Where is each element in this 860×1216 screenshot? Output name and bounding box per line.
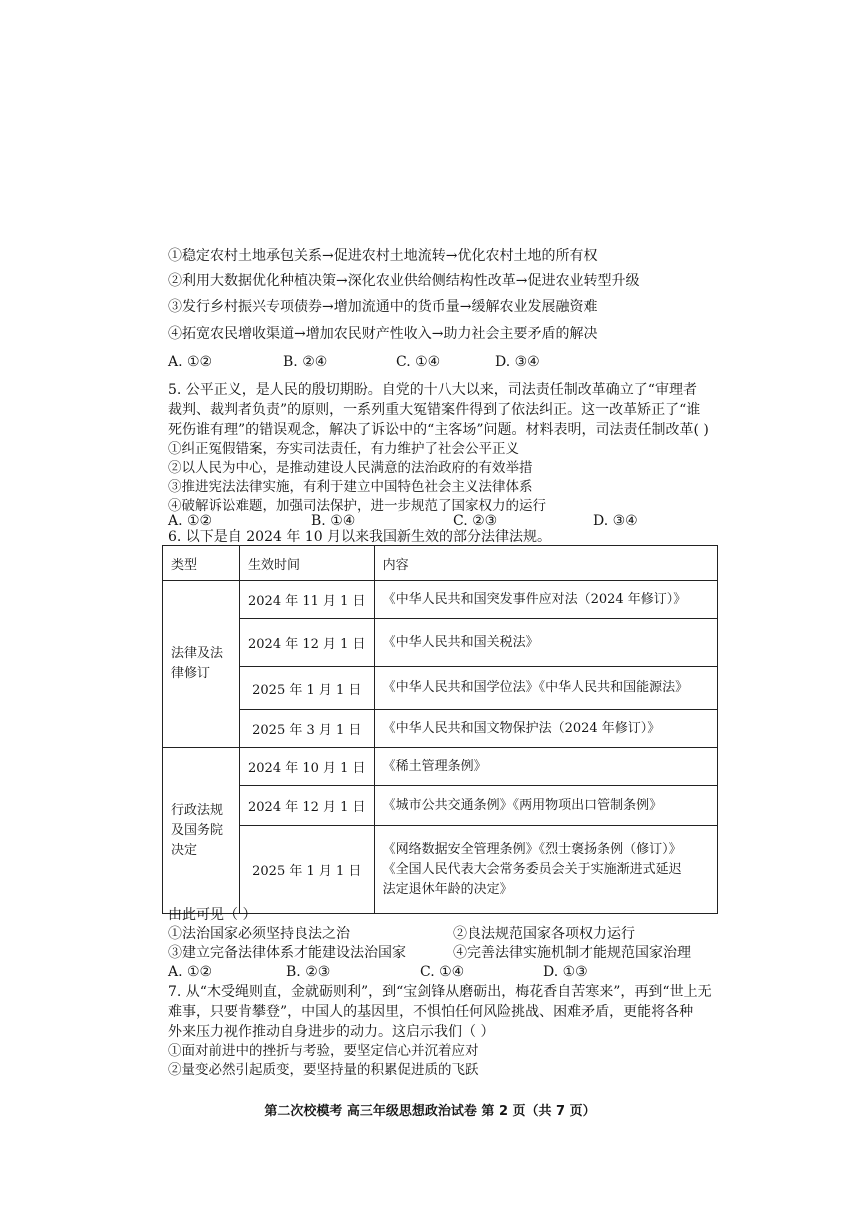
date-cell: 2024 年 12 月 1 日 [240, 619, 375, 667]
q5-statement-4: ④破解诉讼难题，加强司法保护，进一步规范了国家权力的运行 [168, 498, 546, 514]
q5-stem-line-3: 死伤谁有理”的错误观念，解决了诉讼中的“主客场”问题。材料表明，司法责任制改革( ) [168, 422, 709, 438]
q6-statement-2: ②良法规范国家各项权力运行 [453, 926, 635, 942]
content-cell: 《中华人民共和国学位法》《中华人民共和国能源法》 [374, 667, 717, 710]
q4-statement-2: ②利用大数据优化种植决策→深化农业供给侧结构性改革→促进农业转型升级 [168, 273, 640, 289]
type-laws: 法律及法律修订 [163, 581, 240, 748]
table-row [163, 786, 718, 826]
q5-statement-3: ③推进宪法法律实施，有利于建立中国特色社会主义法律体系 [168, 479, 533, 495]
table-row [163, 748, 718, 786]
content-cell: 《稀土管理条例》 [374, 748, 717, 786]
content-cell: 《中华人民共和国突发事件应对法（2024 年修订）》 [374, 581, 717, 619]
date-cell: 2025 年 3 月 1 日 [240, 710, 375, 748]
q4-statement-3: ③发行乡村振兴专项债券→增加流通中的货币量→缓解农业发展融资难 [168, 299, 598, 315]
date-cell: 2025 年 1 月 1 日 [240, 826, 375, 914]
page-footer: 第二次校模考 高三年级思想政治试卷 第 2 页（共 7 页） [264, 1104, 596, 1119]
q6-statement-3: ③建立完备法律体系才能建设法治国家 [168, 945, 406, 961]
q4-option-d: D. ③④ [495, 354, 540, 370]
q7-stem-line-1: 7. 从“木受绳则直，金就砺则利”，到“宝剑锋从磨砺出，梅花香自苦寒来”，再到“世上无 [168, 984, 712, 1000]
q6-option-c: C. ①④ [420, 964, 465, 980]
q6-intro: 6. 以下是自 2024 年 10 月以来我国新生效的部分法律法规。 [168, 529, 552, 545]
q5-option-d: D. ③④ [593, 513, 638, 529]
header-content: 内容 [374, 546, 717, 581]
table-header-row [163, 546, 718, 581]
q7-stem-line-2: 难事，只要肯攀登”，中国人的基因里，不惧怕任何风险挑战、困难矛盾，更能将各种 [168, 1004, 694, 1020]
content-cell: 《城市公共交通条例》《两用物项出口管制条例》 [374, 786, 717, 826]
q5-option-a: A. ①② [168, 513, 213, 529]
q6-option-d: D. ①③ [543, 964, 588, 980]
q4-statement-1: ①稳定农村土地承包关系→促进农村土地流转→优化农村土地的所有权 [168, 248, 598, 264]
date-cell: 2025 年 1 月 1 日 [240, 667, 375, 710]
content-cell: 《网络数据安全管理条例》《烈士褒扬条例（修订）》 《全国人民代表大会常务委员会关于实施渐进式延迟 法定退休年龄的决定》 [374, 826, 717, 914]
table-row [163, 710, 718, 748]
q6-statement-4: ④完善法律实施机制才能规范国家治理 [453, 945, 691, 961]
q7-stem-line-3: 外来压力视作推动自身进步的动力。这启示我们（ ） [168, 1024, 495, 1040]
date-cell: 2024 年 12 月 1 日 [240, 786, 375, 826]
table-row [163, 667, 718, 710]
date-cell: 2024 年 10 月 1 日 [240, 748, 375, 786]
type-regulations: 行政法规及国务院决定 [163, 748, 240, 914]
q4-option-b: B. ②④ [283, 354, 328, 370]
q7-statement-2: ②量变必然引起质变，要坚持量的积累促进质的飞跃 [168, 1062, 479, 1078]
date-cell: 2024 年 11 月 1 日 [240, 581, 375, 619]
header-type: 类型 [163, 546, 240, 581]
table-row [163, 581, 718, 619]
q6-question: 由此可见（ ） [168, 907, 257, 923]
q6-option-b: B. ②③ [286, 964, 331, 980]
laws-table [162, 545, 718, 914]
q6-statement-1: ①法治国家必须坚持良法之治 [168, 926, 350, 942]
content-cell: 《中华人民共和国文物保护法（2024 年修订）》 [374, 710, 717, 748]
q4-option-a: A. ①② [168, 354, 213, 370]
q4-option-c: C. ①④ [396, 354, 441, 370]
q6-option-a: A. ①② [168, 964, 213, 980]
q5-statement-1: ①纠正冤假错案，夯实司法责任，有力维护了社会公平正义 [168, 441, 519, 457]
q4-statement-4: ④拓宽农民增收渠道→增加农民财产性收入→助力社会主要矛盾的解决 [168, 326, 598, 342]
q5-stem-line-2: 裁判、裁判者负责”的原则，一系列重大冤错案件得到了依法纠正。这一改革矫正了“谁 [168, 402, 701, 418]
q5-stem-line-1: 5. 公平正义，是人民的殷切期盼。自党的十八大以来，司法责任制改革确立了“审理者 [168, 382, 697, 398]
q5-statement-2: ②以人民为中心，是推动建设人民满意的法治政府的有效举措 [168, 460, 533, 476]
q5-option-b: B. ①④ [311, 513, 356, 529]
q5-option-c: C. ②③ [453, 513, 498, 529]
table-row [163, 619, 718, 667]
q7-statement-1: ①面对前进中的挫折与考验，要坚定信心并沉着应对 [168, 1043, 479, 1059]
table-row [163, 826, 718, 914]
content-cell: 《中华人民共和国关税法》 [374, 619, 717, 667]
header-date: 生效时间 [240, 546, 375, 581]
